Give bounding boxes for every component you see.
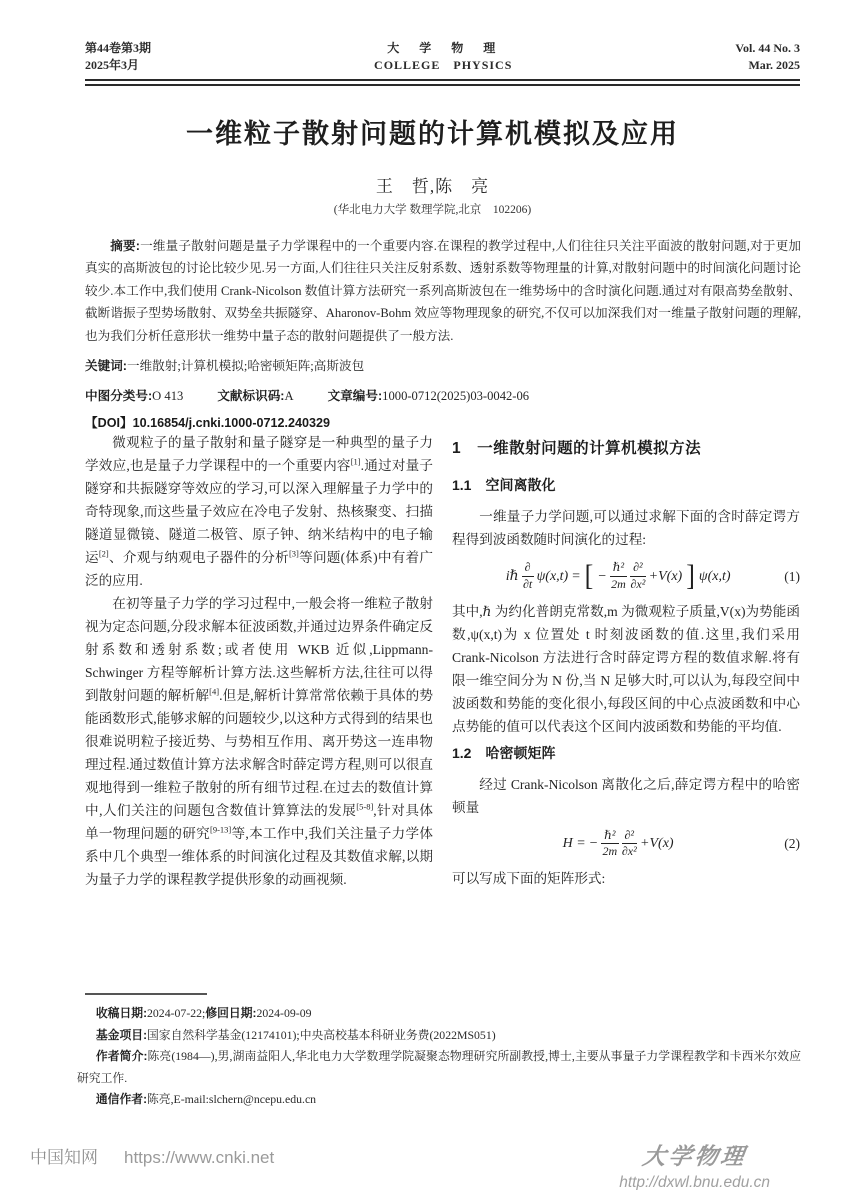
fraction-d2-dx2: $\frac{\text{∂²}}{\text{∂x²}}$ <box>621 827 637 859</box>
footnote-funding: 基金项目:国家自然科学基金(12174101);中央高校基本科研业务费(2022MS051) <box>95 1027 496 1042</box>
volume-info-en <box>735 40 800 74</box>
equation-2 <box>452 829 800 860</box>
footnote-dates: 收稿日期:2024-07-22;修回日期:2024-09-09 <box>95 1006 312 1020</box>
journal-watermark <box>619 1138 770 1190</box>
volume-number-en: Vol. 44 No. 3 <box>735 41 800 55</box>
authors: 王 哲,陈 亮 <box>375 177 490 196</box>
journal-logo: 大学物理 <box>640 1144 749 1169</box>
right-bracket: ] <box>686 559 695 593</box>
footnote-block <box>77 993 801 1111</box>
journal-name-en: COLLEGE PHYSICS <box>374 58 513 72</box>
doi: 【DOI】10.16854/j.cnki.1000-0712.240329 <box>85 416 331 431</box>
footnote-divider <box>85 993 207 995</box>
journal-name <box>374 40 512 74</box>
equation-1-body: iℏ $\frac{\partial}{\partial t}$ ψ(x,t) = [ − $\frac{\text{ℏ²}}{2m}$ $\frac{\text{∂²}}{\text{∂x²}}$ +V(x) ] ψ(x,t) <box>505 559 731 593</box>
journal-url: http://dxwl.bnu.edu.cn <box>619 1174 770 1190</box>
clc-number: 中图分类号:O 413 <box>85 389 184 404</box>
citation-ref-5-8: [5-8] <box>356 801 374 812</box>
header-divider <box>85 79 800 86</box>
section-1-1-heading: 1.1 空间离散化 <box>452 477 556 493</box>
fraction-d-dt: $\frac{\partial}{\partial t}$ <box>522 560 533 591</box>
keywords-label: 关键词: <box>85 359 127 374</box>
left-bracket: [ <box>584 559 594 593</box>
left-column <box>85 431 433 891</box>
issue-date-cn: 2025年3月 <box>85 58 140 72</box>
footnote-author-bio: 作者简介:陈亮(1984—),男,湖南益阳人,华北电力大学数理学院凝聚态物理研究所副教授,博士,主要从事量子力学课程教学和卡西米尔效应研究工作. <box>77 1049 802 1085</box>
article-number: 文章编号:1000-0712(2025)03-0042-06 <box>327 389 530 404</box>
article-title: 一维粒子散射问题的计算机模拟及应用 <box>186 119 679 149</box>
volume-issue: 第44卷第3期 <box>85 41 152 55</box>
equation-1-number: (1) <box>784 568 800 584</box>
citation-ref-9-13: [9-13] <box>209 824 232 835</box>
cnki-watermark <box>30 1143 274 1168</box>
section-1-2-heading: 1.2 哈密顿矩阵 <box>452 744 556 761</box>
journal-name-cn: 大 学 物 理 <box>387 41 500 55</box>
citation-ref-1: [1] <box>350 456 361 467</box>
right-column <box>452 431 800 891</box>
equation-1 <box>452 561 800 592</box>
equation-2-body: H = − $\frac{\text{ℏ²}}{2m}$ $\frac{\text{∂²}}{\text{∂x²}}$ +V(x) <box>562 827 674 859</box>
fraction-d2-dx2: $\frac{\text{∂²}}{\text{∂x²}}$ <box>630 560 646 591</box>
intro-paragraph-1: 微观粒子的量子散射和量子隧穿是一种典型的量子力学效应,也是量子力学课程中的一个重要内容[1].通过对量子隧穿和共振隧穿等效应的学习,可以深入理解量子力学中的奇特现象,而这些量子效应在冷电子发射、热核聚变、扫描隧道显微镜、隧道二极管、原子钟、纳米结构中的电子输运[2]、介观与纳观电子器件的分析[3]等问题(体系)中有着广泛的应用. <box>85 435 433 588</box>
running-head <box>85 40 800 74</box>
front-matter <box>85 235 801 431</box>
citation-ref-3: [3] <box>288 548 299 559</box>
issue-date-en: Mar. 2025 <box>748 58 800 72</box>
abstract-label: 摘要: <box>110 239 140 253</box>
keywords <box>85 356 801 376</box>
abstract <box>85 235 801 347</box>
fraction-hbar2-2m: $\frac{\text{ℏ²}}{2m}$ <box>611 560 626 591</box>
footnote-corresponding-author: 通信作者:陈亮,E-mail:slchern@ncepu.edu.cn <box>95 1092 317 1106</box>
section-1-1-paragraph: 一维量子力学问题,可以通过求解下面的含时薛定谔方程得到波函数随时间演化的过程: <box>452 509 800 547</box>
section-1-1-paragraph-2: 其中,ℏ 为约化普朗克常数,m 为微观粒子质量,V(x)为势能函数,ψ(x,t)为 x 位置处 t 时刻波函数的值.这里,我们采用 Crank-Nicolson 方法进行含时薛定谔方程的数值求解.将有限一维空间分为 N 份,当 N 足够大时,可以认为,每段空间中波函数和势能的变化很小,每段区间的中心点波函数和中心点势能的值可以代表这个区间内波函数和势能的平均值. <box>452 603 800 734</box>
section-1-2-paragraph-2: 可以写成下面的矩阵形式: <box>452 871 606 887</box>
article-body <box>85 431 801 891</box>
intro-paragraph-2: 在初等量子力学的学习过程中,一般会将一维粒子散射视为定态问题,分段求解本征波函数,并通过边界条件确定反射系数和透射系数;或者使用 WKB 近似,Lippmann-Schwinger 方程等解析计算方法.这些解析方法,往往可以得到散射问题的解析解[4].但是,解析计算常常依赖于具体的势能函数形式,能够求解的问题较少,以这种方式得到的结果也很难说明粒子接近势、与势相互作用、离开势这一连串物理过程.通过数值计算方法求解含时薛定谔方程,则可以很直观地得到一维粒子散射的所有细节过程.在过去的数值计算中,人们关注的问题包含数值计算算法的发展[5-8],针对具体单一物理问题的研究[9-13]等,本工作中,我们关注量子力学体系中几个典型一维体系的时间演化过程及其数值求解,以期为量子力学的课程教学提供形象的动画视频. <box>85 596 434 887</box>
cnki-name: 中国知网 <box>30 1148 98 1167</box>
keywords-text: 一维散射;计算机模拟;哈密顿矩阵;高斯波包 <box>126 359 365 374</box>
fraction-hbar2-2m: $\frac{\text{ℏ²}}{2m}$ <box>602 827 618 859</box>
equation-2-number: (2) <box>784 836 800 852</box>
abstract-text: 一维量子散射问题是量子力学课程中的一个重要内容.在课程的教学过程中,人们往往只关注平面波的散射问题,对于更加真实的高斯波包的讨论比较少见.另一方面,人们往往只关注反射系数、透射系数等物理量的计算,对散射问题中的时间演化问题讨论较少.本工作中,我们使用 Crank-Nicolson 数值计算方法研究一系列高斯波包在一维势场中的含时演化问题.通过对有限高势垒散射、截断谐振子型势场散射、双势垒共振隧穿、Aharonov-Bohm 效应等物理现象的研究,不仅可以加深我们对一维量子散射问题的理解,也为我们分析任意形状一维势中量子态的散射问题提供了一般方法. <box>85 239 801 343</box>
document-code: 文献标识码:A <box>217 389 294 404</box>
citation-ref-2: [2] <box>98 548 109 559</box>
issue-info <box>85 40 151 74</box>
section-1-2-paragraph: 经过 Crank-Nicolson 离散化之后,薛定谔方程中的哈密顿量 <box>452 776 800 815</box>
cnki-url: https://www.cnki.net <box>124 1148 275 1167</box>
classification-row <box>85 385 801 404</box>
affiliation: (华北电力大学 数理学院,北京 102206) <box>333 204 532 216</box>
section-1-heading: 1 一维散射问题的计算机模拟方法 <box>452 440 702 457</box>
citation-ref-4: [4] <box>209 686 220 697</box>
